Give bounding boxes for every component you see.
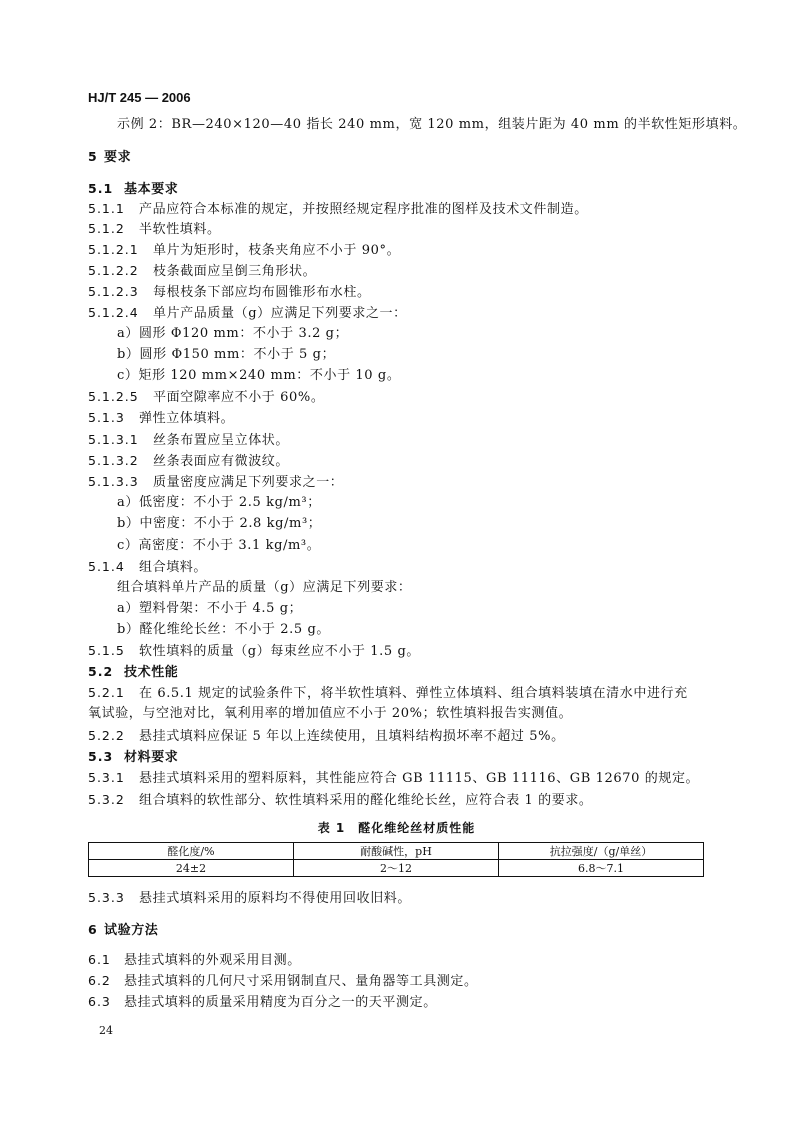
table-header: 抗拉强度/（g/单丝）	[499, 843, 704, 860]
text-line	[88, 993, 437, 1011]
section-text: 在 6.5.1 规定的试验条件下，将半软性填料、弹性立体填料、组合填料装填在清水中进行充	[139, 686, 688, 701]
example-text: 示例 2：BR—240×120—40 指长 240 mm，宽 120 mm，组装片距为 40 mm 的半软性矩形填料。	[117, 117, 747, 132]
text-line	[88, 431, 289, 449]
text-line	[88, 304, 407, 322]
section-text: 悬挂式填料的外观采用目测。	[124, 953, 301, 968]
section-number: 6	[88, 922, 98, 937]
section-number: 5.1	[88, 181, 114, 196]
text-line	[117, 367, 400, 385]
section-text: b）中密度：不小于 2.8 kg/m³；	[117, 516, 322, 531]
section-number: 5.3.3	[88, 890, 125, 905]
section-text: 悬挂式填料采用的原料均不得使用回收旧料。	[139, 891, 412, 906]
section-number: 5.2.1	[88, 685, 125, 700]
section-number: 5.1.2.1	[88, 242, 139, 257]
section-heading: 试验方法	[104, 923, 159, 938]
document-header: HJ/T 245 — 2006	[88, 90, 191, 105]
section-number: 5.1.3.3	[88, 474, 139, 489]
text-line	[117, 325, 348, 343]
table-header: 耐酸碱性，pH	[294, 843, 499, 860]
section-text: 氧试验，与空池对比，氧利用率的增加值应不小于 20%；软性填料报告实测值。	[88, 706, 573, 721]
section-number: 5.1.2	[88, 221, 125, 236]
section-number: 5.1.2.4	[88, 305, 139, 320]
section-text: 弹性立体填料。	[139, 411, 235, 426]
section-number: 5.1.3.2	[88, 453, 139, 468]
section-number: 5.2	[88, 664, 114, 679]
section-text: c）高密度：不小于 3.1 kg/m³。	[117, 538, 321, 553]
section-text: b）圆形 Φ150 mm：不小于 5 g；	[117, 347, 336, 362]
section-text: 每根枝条下部应均布圆锥形布水柱。	[153, 285, 371, 300]
text-line	[88, 388, 324, 406]
text-line	[88, 727, 565, 745]
table-cell: 2～12	[294, 860, 499, 877]
section-text: 单片为矩形时，枝条夹角应不小于 90°。	[153, 243, 401, 258]
text-line	[88, 452, 289, 470]
text-line	[117, 537, 320, 555]
section-text: 枝条截面应呈倒三角形状。	[153, 264, 317, 279]
section-text: a）低密度：不小于 2.5 kg/m³；	[117, 495, 321, 510]
section-number: 5.1.4	[88, 559, 125, 574]
section-heading: 材料要求	[124, 750, 179, 765]
section-text: a）塑料骨架：不小于 4.5 g；	[117, 601, 303, 616]
section-number: 5.2.2	[88, 728, 125, 743]
section-number: 5.1.2.3	[88, 284, 139, 299]
text-line	[117, 346, 335, 364]
section-number: 6.1	[88, 952, 111, 967]
section-text: 组合填料的软性部分、软性填料采用的醛化维纶长丝，应符合表 1 的要求。	[139, 793, 593, 808]
section-text: 悬挂式填料的质量采用精度为百分之一的天平测定。	[124, 995, 437, 1010]
section-number: 5.1.3.1	[88, 432, 139, 447]
section-text: 软性填料的质量（g）每束丝应不小于 1.5 g。	[139, 644, 420, 659]
text-line	[88, 889, 411, 907]
section-number: 5.1.1	[88, 201, 125, 216]
section-number: 6.2	[88, 973, 111, 988]
text-line	[88, 951, 301, 969]
text-line	[117, 621, 330, 639]
section-text: 丝条表面应有微波纹。	[153, 454, 290, 469]
section-text: 单片产品质量（g）应满足下列要求之一：	[153, 306, 407, 321]
page-number: 24	[99, 1024, 113, 1037]
text-line	[88, 200, 588, 218]
section-number: 5.1.2.2	[88, 263, 139, 278]
text-line	[88, 705, 572, 723]
text-line	[88, 769, 699, 787]
text-line	[88, 791, 593, 809]
properties-table	[88, 842, 704, 877]
section-heading: 要求	[104, 150, 132, 165]
text-line	[88, 921, 158, 939]
text-line	[88, 262, 316, 280]
section-text: 组合填料单片产品的质量（g）应满足下列要求：	[117, 580, 412, 595]
text-line	[88, 409, 234, 427]
text-line	[117, 515, 321, 533]
section-text: 丝条布置应呈立体状。	[153, 433, 290, 448]
section-text: a）圆形 Φ120 mm：不小于 3.2 g；	[117, 326, 349, 341]
table-header: 醛化度/%	[89, 843, 294, 860]
text-line	[117, 600, 302, 618]
text-line	[88, 220, 221, 238]
text-line	[117, 494, 321, 512]
section-number: 5.1.2.5	[88, 389, 139, 404]
text-line	[88, 473, 343, 491]
text-line	[88, 663, 178, 681]
section-heading: 技术性能	[124, 665, 179, 680]
section-number: 5	[88, 149, 98, 164]
text-line	[88, 684, 688, 702]
section-text: 半软性填料。	[139, 222, 221, 237]
section-text: 质量密度应满足下列要求之一：	[153, 475, 344, 490]
text-line	[117, 579, 412, 597]
section-text: 悬挂式填料应保证 5 年以上连续使用，且填料结构损坏率不超过 5%。	[139, 729, 565, 744]
text-line	[88, 642, 420, 660]
section-text: c）矩形 120 mm×240 mm：不小于 10 g。	[117, 368, 401, 383]
text-line	[88, 748, 178, 766]
section-number: 6.3	[88, 994, 111, 1009]
table-caption: 表 1 醛化维纶丝材质性能	[317, 821, 476, 835]
table-cell: 24±2	[89, 860, 294, 877]
section-number: 5.3.1	[88, 770, 125, 785]
section-text: 组合填料。	[139, 560, 208, 575]
section-number: 5.1.5	[88, 643, 125, 658]
section-number: 5.3	[88, 749, 114, 764]
table-cell: 6.8～7.1	[499, 860, 704, 877]
section-number: 5.3.2	[88, 792, 125, 807]
section-text: 平面空隙率应不小于 60%。	[153, 390, 325, 405]
text-line	[88, 972, 478, 990]
section-text: 产品应符合本标准的规定，并按照经规定程序批准的图样及技术文件制造。	[139, 202, 588, 217]
text-line	[88, 241, 400, 259]
section-text: b）醛化维纶长丝：不小于 2.5 g。	[117, 622, 330, 637]
section-text: 悬挂式填料采用的塑料原料，其性能应符合 GB 11115、GB 11116、GB 12670 的规定。	[139, 771, 700, 786]
text-line	[88, 180, 178, 198]
section-text: 悬挂式填料的几何尺寸采用钢制直尺、量角器等工具测定。	[124, 974, 478, 989]
text-line	[88, 558, 207, 576]
section-heading: 基本要求	[124, 182, 179, 197]
text-line	[88, 148, 131, 166]
text-line	[88, 283, 371, 301]
section-number: 5.1.3	[88, 410, 125, 425]
